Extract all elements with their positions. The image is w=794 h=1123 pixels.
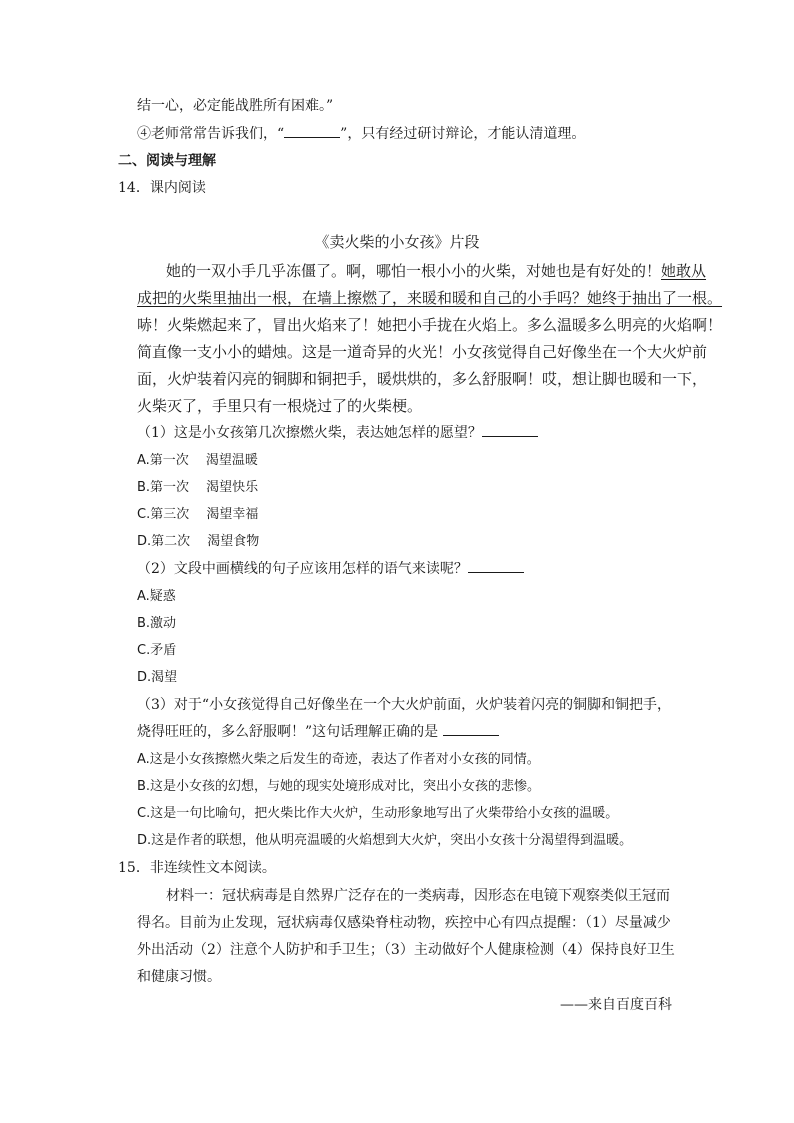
sub-question-2 [137, 559, 524, 579]
option-a[interactable]: A.第一次 渴望温暖 [137, 453, 258, 468]
underlined-sentence: 成把的火柴里抽出一根，在墙上擦燃了，来暖和暖和自己的小手吗？她终于抽出了一根。 [137, 289, 723, 307]
question-15-label: 15．非连续性文本阅读。 [118, 860, 276, 876]
material-line: 得名。目前为止发现，冠状病毒仅感染脊柱动物，疾控中心有四点提醒：（1）尽量减少 [137, 915, 671, 931]
option-a[interactable]: A.疑惑 [137, 589, 176, 604]
option-b[interactable]: B.第一次 渴望快乐 [137, 480, 259, 495]
passage-title: 《卖火柴的小女孩》片段 [314, 233, 480, 251]
underlined-sentence: 她敢从 [661, 262, 707, 280]
option-b[interactable]: B.激动 [137, 616, 177, 631]
option-c[interactable]: C.第三次 渴望幸福 [137, 507, 259, 522]
passage-line: 火柴灭了，手里只有一根烧过了的火柴梗。 [137, 397, 423, 415]
source-attribution: ——来自百度百科 [560, 997, 672, 1013]
passage-plain-text: 她的一双小手几乎冻僵了。啊，哪怕一根小小的火柴，对她也是有好处的！ [166, 262, 662, 280]
option-c[interactable]: C.这是一句比喻句，把火柴比作大火炉，生动形象地写出了火柴带给小女孩的温暖。 [137, 806, 619, 821]
sub-question-text: （2）文段中画横线的句子应该用怎样的语气来读呢？ [137, 561, 468, 577]
sub-question-text: （1）这是小女孩第几次擦燃火柴，表达她怎样的愿望？ [137, 425, 482, 441]
material-line: 材料一：冠状病毒是自然界广泛存在的一类病毒，因形态在电镜下观察类似王冠而 [166, 888, 670, 904]
answer-blank[interactable] [468, 560, 524, 573]
option-c[interactable]: C.矛盾 [137, 643, 177, 658]
question-14-label: 14．课内阅读 [118, 180, 206, 196]
answer-blank[interactable] [482, 424, 538, 437]
material-line: 外出活动（2）注意个人防护和手卫生；（3）主动做好个人健康检测（4）保持良好卫生 [137, 942, 675, 958]
option-a[interactable]: A.这是小女孩擦燃火柴之后发生的奇迹，表达了作者对小女孩的同情。 [137, 752, 540, 767]
passage-line: 哧！火柴燃起来了，冒出火焰来了！她把小手拢在火焰上。多么温暖多么明亮的火焰啊！ [137, 316, 723, 334]
material-line: 和健康习惯。 [137, 969, 221, 985]
sub-question-3: （3）对于“小女孩觉得自己好像坐在一个大火炉前面，火炉装着闪亮的铜脚和铜把手， [137, 697, 672, 713]
passage-line: 面，火炉装着闪亮的铜脚和铜把手，暖烘烘的，多么舒服啊！哎，想让脚也暖和一下， [137, 370, 708, 388]
section-heading: 二、阅读与理解 [118, 153, 216, 169]
quote-fill-prefix: ④老师常常告诉我们，“ [137, 126, 285, 142]
answer-blank[interactable] [443, 723, 499, 736]
answer-blank[interactable] [284, 125, 340, 138]
continued-text-line: 结一心，必定能战胜所有困难。” [137, 98, 334, 114]
quote-fill-line [137, 124, 585, 144]
passage-line [166, 261, 706, 281]
option-d[interactable]: D.这是作者的联想，他从明亮温暖的火焰想到大火炉，突出小女孩十分渴望得到温暖。 [137, 833, 633, 848]
sub-question-1 [137, 423, 538, 443]
sub-question-text: 烧得旺旺的，多么舒服啊！”这句话理解正确的是 [137, 724, 443, 740]
option-d[interactable]: D.第二次 渴望食物 [137, 534, 260, 549]
quote-fill-suffix: ”，只有经过研讨辩论，才能认清道理。 [340, 126, 586, 142]
passage-line: 简直像一支小小的蜡烛。这是一道奇异的火光！小女孩觉得自己好像坐在一个大火炉前 [137, 343, 708, 361]
option-d[interactable]: D.渴望 [137, 670, 178, 685]
sub-question-3-cont [137, 722, 499, 742]
option-b[interactable]: B.这是小女孩的幻想，与她的现实处境形成对比，突出小女孩的悲惨。 [137, 779, 541, 794]
